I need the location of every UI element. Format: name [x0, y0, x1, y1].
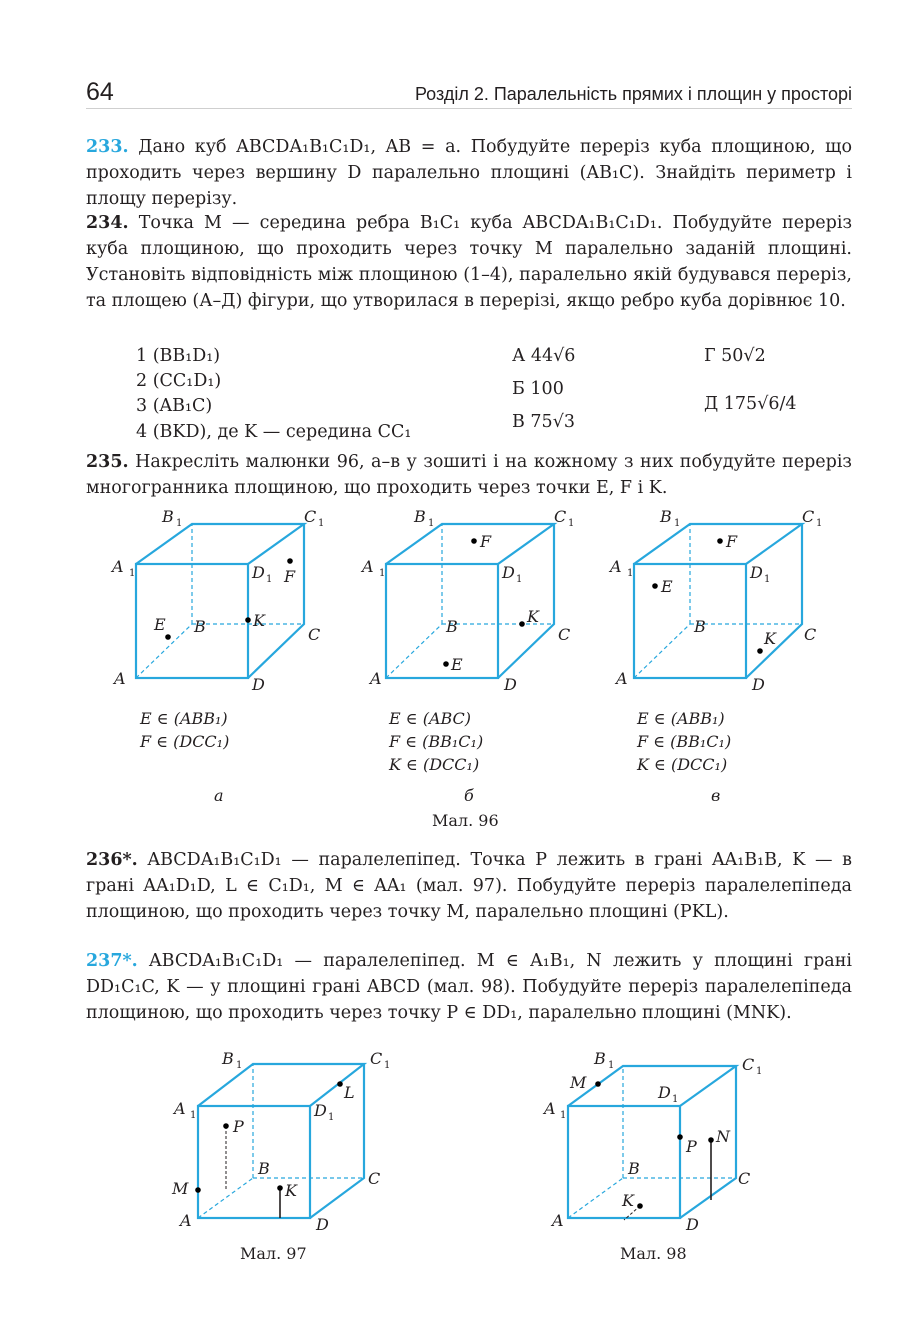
fig96a-cond-2: F ∈ (DCC₁)	[140, 732, 230, 751]
option-1: 1 (BB₁D₁)	[136, 346, 221, 366]
svg-text:C: C	[742, 1055, 755, 1074]
figure-97	[168, 1050, 408, 1240]
problem-236	[86, 847, 852, 925]
svg-text:1: 1	[608, 1060, 615, 1071]
svg-text:1: 1	[176, 518, 183, 529]
svg-text:D: D	[314, 1101, 327, 1120]
svg-text:A: A	[552, 1211, 564, 1230]
svg-text:1: 1	[674, 518, 681, 529]
problem-text: Накресліть малюнки 96, а–в у зошиті і на кожному з них побудуйте переріз многогранника площиною, що проходить через точки E, F і K.	[86, 452, 852, 498]
svg-text:C: C	[558, 625, 571, 644]
svg-text:D: D	[752, 675, 765, 694]
svg-text:L: L	[344, 1083, 355, 1102]
svg-text:A: A	[610, 557, 622, 576]
svg-text:C: C	[804, 625, 817, 644]
svg-text:1: 1	[190, 1110, 197, 1121]
svg-text:M: M	[172, 1179, 189, 1198]
svg-text:B: B	[446, 617, 458, 636]
svg-text:B: B	[194, 617, 206, 636]
svg-text:E: E	[451, 655, 463, 674]
svg-text:K: K	[622, 1191, 634, 1210]
option-g: Г 50√2	[704, 346, 766, 366]
problem-237	[86, 948, 852, 1026]
svg-text:B: B	[694, 617, 706, 636]
problem-number: 235.	[86, 452, 129, 472]
svg-text:1: 1	[764, 574, 771, 585]
svg-text:C: C	[738, 1169, 751, 1188]
svg-text:K: K	[285, 1181, 297, 1200]
svg-text:B: B	[222, 1049, 234, 1068]
svg-text:P: P	[233, 1117, 244, 1136]
problem-number: 233.	[86, 137, 129, 157]
fig96b-label: б	[464, 786, 474, 805]
svg-text:1: 1	[384, 1060, 391, 1071]
svg-text:M: M	[570, 1073, 587, 1092]
svg-text:D: D	[316, 1215, 329, 1234]
chapter-title: Розділ 2. Паралельність прямих і площин у просторі	[414, 84, 852, 104]
svg-text:E: E	[661, 577, 673, 596]
svg-text:F: F	[726, 532, 738, 551]
svg-text:B: B	[258, 1159, 270, 1178]
svg-text:B: B	[660, 507, 672, 526]
fig96c-cond-3: K ∈ (DCC₁)	[637, 755, 728, 774]
svg-text:F: F	[284, 567, 296, 586]
fig96c-cond-2: F ∈ (BB₁C₁)	[637, 732, 732, 751]
svg-text:1: 1	[816, 518, 823, 529]
svg-text:E: E	[154, 615, 166, 634]
fig96a-cond-1: E ∈ (ABB₁)	[140, 709, 228, 728]
option-a: А 44√6	[512, 346, 576, 366]
problem-number: 237*.	[86, 951, 138, 971]
svg-text:A: A	[362, 557, 374, 576]
problem-text: Точка M — середина ребра B₁C₁ куба ABCDA₁B₁C₁D₁. Побудуйте переріз куба площиною, що проходить через точку M паралельно заданій площині. Установіть відповідність між площиною (1–4), паралельно якій будувався переріз, та площею (А–Д) фігури, що утворилася в перерізі, якщо ребро куба дорівнює 10.	[86, 213, 852, 311]
svg-text:K: K	[764, 629, 776, 648]
figure-96b	[350, 500, 590, 700]
svg-text:C: C	[308, 625, 321, 644]
option-d: Д 175√6/4	[704, 394, 797, 414]
problem-number: 236*.	[86, 850, 138, 870]
problem-text: ABCDA₁B₁C₁D₁ — паралелепіпед. M ∈ A₁B₁, N лежить у площині грані DD₁C₁C, K — у площині грані ABCD (мал. 98). Побудуйте переріз паралелепіпеда площиною, що проходить через точку P ∈ DD₁, паралельно площині (MNK).	[86, 951, 852, 1023]
fig96-caption: Мал. 96	[432, 811, 499, 830]
page-number: 64	[86, 78, 114, 106]
svg-text:A: A	[114, 669, 126, 688]
problem-text: ABCDA₁B₁C₁D₁ — паралелепіпед. Точка P лежить в грані AA₁B₁B, K — в грані AA₁D₁D, L ∈ C₁D₁, M ∈ AA₁ (мал. 97). Побудуйте переріз паралелепіпеда площиною, що проходить через точку M, паралельно площині (PKL).	[86, 850, 852, 922]
option-b: Б 100	[512, 379, 564, 399]
svg-text:1: 1	[428, 518, 435, 529]
svg-text:A: A	[616, 669, 628, 688]
fig96b-cond-3: K ∈ (DCC₁)	[389, 755, 480, 774]
page-header	[86, 72, 852, 109]
fig97-caption: Мал. 97	[240, 1244, 307, 1263]
figure-98	[540, 1050, 780, 1240]
svg-text:F: F	[480, 532, 492, 551]
svg-text:1: 1	[627, 568, 634, 579]
problem-number: 234.	[86, 213, 129, 233]
option-4: 4 (BKD), де K — середина CC₁	[136, 422, 412, 442]
fig96b-cond-2: F ∈ (BB₁C₁)	[389, 732, 484, 751]
svg-text:D: D	[252, 675, 265, 694]
svg-text:K: K	[253, 611, 265, 630]
problem-235	[86, 449, 852, 501]
svg-text:D: D	[504, 675, 517, 694]
problem-text: Дано куб ABCDA₁B₁C₁D₁, AB = a. Побудуйте переріз куба площиною, що проходить через вершину D паралельно площині (AB₁C). Знайдіть периметр і площу перерізу.	[86, 137, 852, 209]
svg-text:D: D	[686, 1215, 699, 1234]
svg-text:B: B	[162, 507, 174, 526]
svg-text:P: P	[686, 1137, 697, 1156]
problem-234	[86, 210, 852, 314]
svg-text:A: A	[544, 1099, 556, 1118]
svg-text:C: C	[802, 507, 815, 526]
svg-text:1: 1	[568, 518, 575, 529]
svg-text:1: 1	[516, 574, 523, 585]
svg-text:A: A	[370, 669, 382, 688]
svg-text:1: 1	[560, 1110, 567, 1121]
svg-text:1: 1	[236, 1060, 243, 1071]
svg-text:A: A	[174, 1099, 186, 1118]
svg-text:C: C	[368, 1169, 381, 1188]
svg-text:1: 1	[318, 518, 325, 529]
svg-text:C: C	[304, 507, 317, 526]
svg-text:K: K	[527, 607, 539, 626]
svg-text:D: D	[750, 563, 763, 582]
svg-text:D: D	[502, 563, 515, 582]
svg-text:B: B	[414, 507, 426, 526]
svg-text:C: C	[554, 507, 567, 526]
fig96a-label: а	[214, 786, 224, 805]
svg-text:C: C	[370, 1049, 383, 1068]
figure-96c	[598, 500, 838, 700]
svg-text:D: D	[252, 563, 265, 582]
svg-text:B: B	[594, 1049, 606, 1068]
svg-text:A: A	[112, 557, 124, 576]
svg-text:1: 1	[266, 574, 273, 585]
fig98-caption: Мал. 98	[620, 1244, 687, 1263]
fig96b-cond-1: E ∈ (ABC)	[389, 709, 472, 728]
svg-text:D: D	[658, 1083, 671, 1102]
option-2: 2 (CC₁D₁)	[136, 371, 222, 391]
fig96c-cond-1: E ∈ (ABB₁)	[637, 709, 725, 728]
svg-text:N: N	[716, 1127, 730, 1146]
svg-text:1: 1	[672, 1094, 679, 1105]
svg-text:B: B	[628, 1159, 640, 1178]
svg-text:A: A	[180, 1211, 192, 1230]
problem-233	[86, 134, 852, 212]
option-3: 3 (AB₁C)	[136, 396, 213, 416]
option-v: В 75√3	[512, 412, 575, 432]
figure-96a	[100, 500, 340, 700]
fig96c-label: в	[711, 786, 721, 805]
svg-text:1: 1	[328, 1112, 335, 1123]
svg-text:1: 1	[756, 1066, 763, 1077]
svg-text:1: 1	[129, 568, 136, 579]
svg-text:1: 1	[379, 568, 386, 579]
